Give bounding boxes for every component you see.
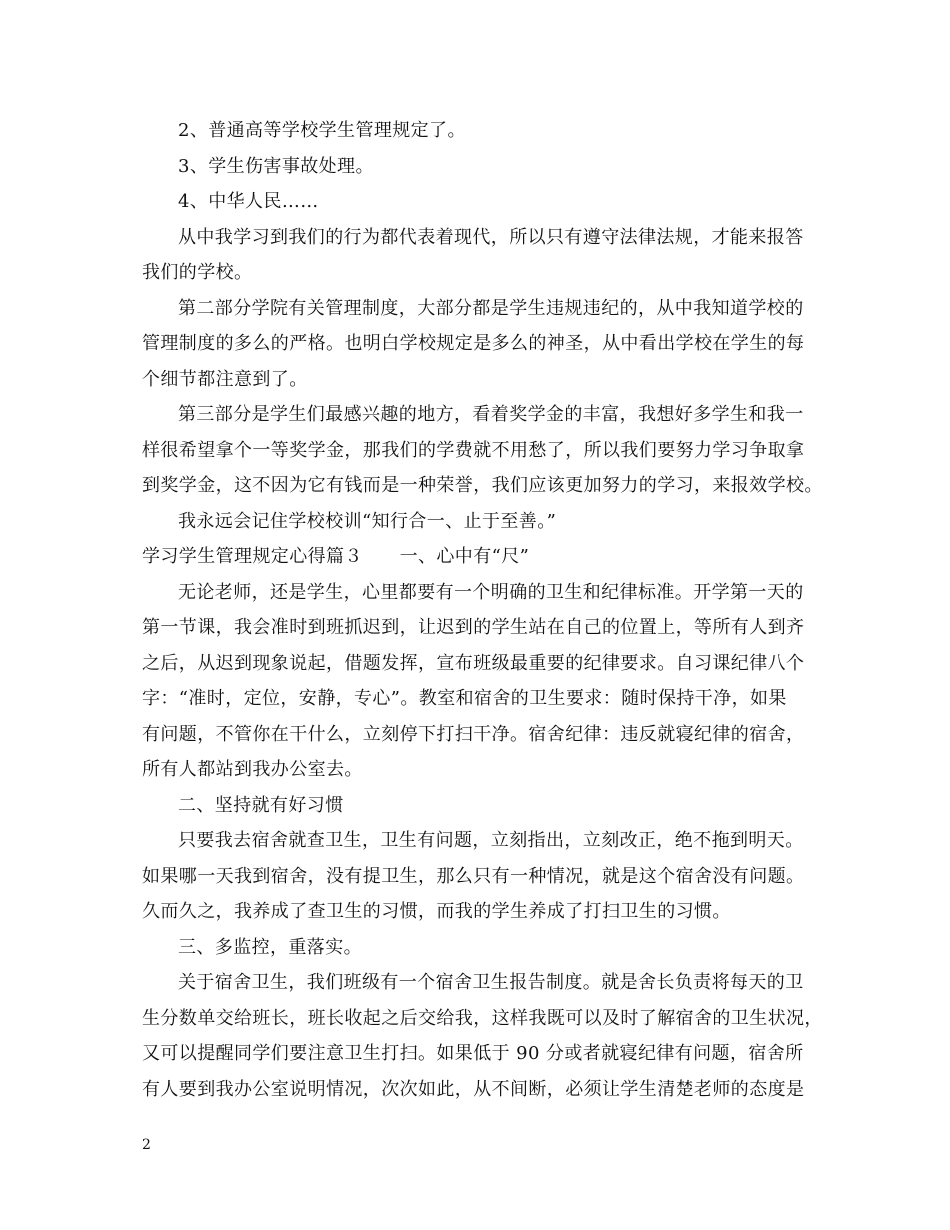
text-line: 2、普通高等学校学生管理规定了。 <box>178 120 466 141</box>
text-line: 所有人都站到我办公室去。 <box>142 759 363 780</box>
text-line: 我永远会记住学校校训“知行合一、止于至善。” <box>178 510 557 532</box>
text-line: 字：“准时，定位，安静，专心”。教室和宿舍的卫生要求：随时保持干净，如果 <box>142 688 787 709</box>
text-line: 样很希望拿个一等奖学金，那我们的学费就不用愁了，所以我们要努力学习争取拿 <box>142 439 805 461</box>
document-body <box>142 113 823 1107</box>
text-line: 之后，从迟到现象说起，借题发挥，宣布班级最重要的纪律要求。自习课纪律八个 <box>142 652 805 674</box>
text-line: 3、学生伤害事故处理。 <box>178 155 374 177</box>
text-line: 第一节课，我会准时到班抓迟到，让迟到的学生站在自己的位置上，等所有人到齐 <box>142 617 805 638</box>
text-line: 第三部分是学生们最感兴趣的地方，看着奖学金的丰富，我想好多学生和我一 <box>178 404 804 425</box>
text-line: 生分数单交给班长，班长收起之后交给我，这样我既可以及时了解宿舍的卫生状况， <box>142 1007 823 1029</box>
text-line: 我们的学校。 <box>142 262 253 283</box>
text-line: 如果哪一天我到宿舍，没有提卫生，那么只有一种情况，就是这个宿舍没有问题。 <box>142 865 805 887</box>
text-line: 管理制度的多么的严格。也明白学校规定是多么的神圣，从中看出学校在学生的每 <box>142 333 805 354</box>
text-line: 关于宿舍卫生，我们班级有一个宿舍卫生报告制度。就是舍长负责将每天的卫 <box>178 972 804 993</box>
text-line: 到奖学金，这不因为它有钱而是一种荣誉，我们应该更加努力的学习，来报效学校。 <box>142 475 823 496</box>
text-line: 只要我去宿舍就查卫生，卫生有问题，立刻指出，立刻改正，绝不拖到明天。 <box>178 830 804 851</box>
text-line: 第二部分学院有关管理制度，大部分都是学生违规违纪的，从中我知道学校的 <box>178 297 804 319</box>
subheading: 二、坚持就有好习惯 <box>178 794 344 816</box>
page-number: 2 <box>142 1137 151 1153</box>
text-line: 无论老师，还是学生，心里都要有一个明确的卫生和纪律标准。开学第一天的 <box>178 581 804 603</box>
text-line: 又可以提醒同学们要注意卫生打扫。如果低于 90 分或者就寝纪律有问题，宿舍所 <box>142 1043 804 1064</box>
text-line: 4、中华人民…… <box>178 191 319 212</box>
section-heading: 学习学生管理规定心得篇３ 一、心中有“尺” <box>142 546 530 567</box>
text-line: 久而久之，我养成了查卫生的习惯，而我的学生养成了打扫卫生的习惯。 <box>142 901 731 922</box>
text-line: 个细节都注意到了。 <box>142 368 308 390</box>
text-line: 有人要到我办公室说明情况，次次如此，从不间断，必须让学生清楚老师的态度是 <box>142 1078 805 1100</box>
subheading: 三、多监控，重落实。 <box>178 936 362 958</box>
text-line: 从中我学习到我们的行为都代表着现代，所以只有遵守法律法规，才能来报答 <box>178 226 804 248</box>
text-line: 有问题，不管你在干什么，立刻停下打扫干净。宿舍纪律：违反就寝纪律的宿舍， <box>142 723 805 745</box>
